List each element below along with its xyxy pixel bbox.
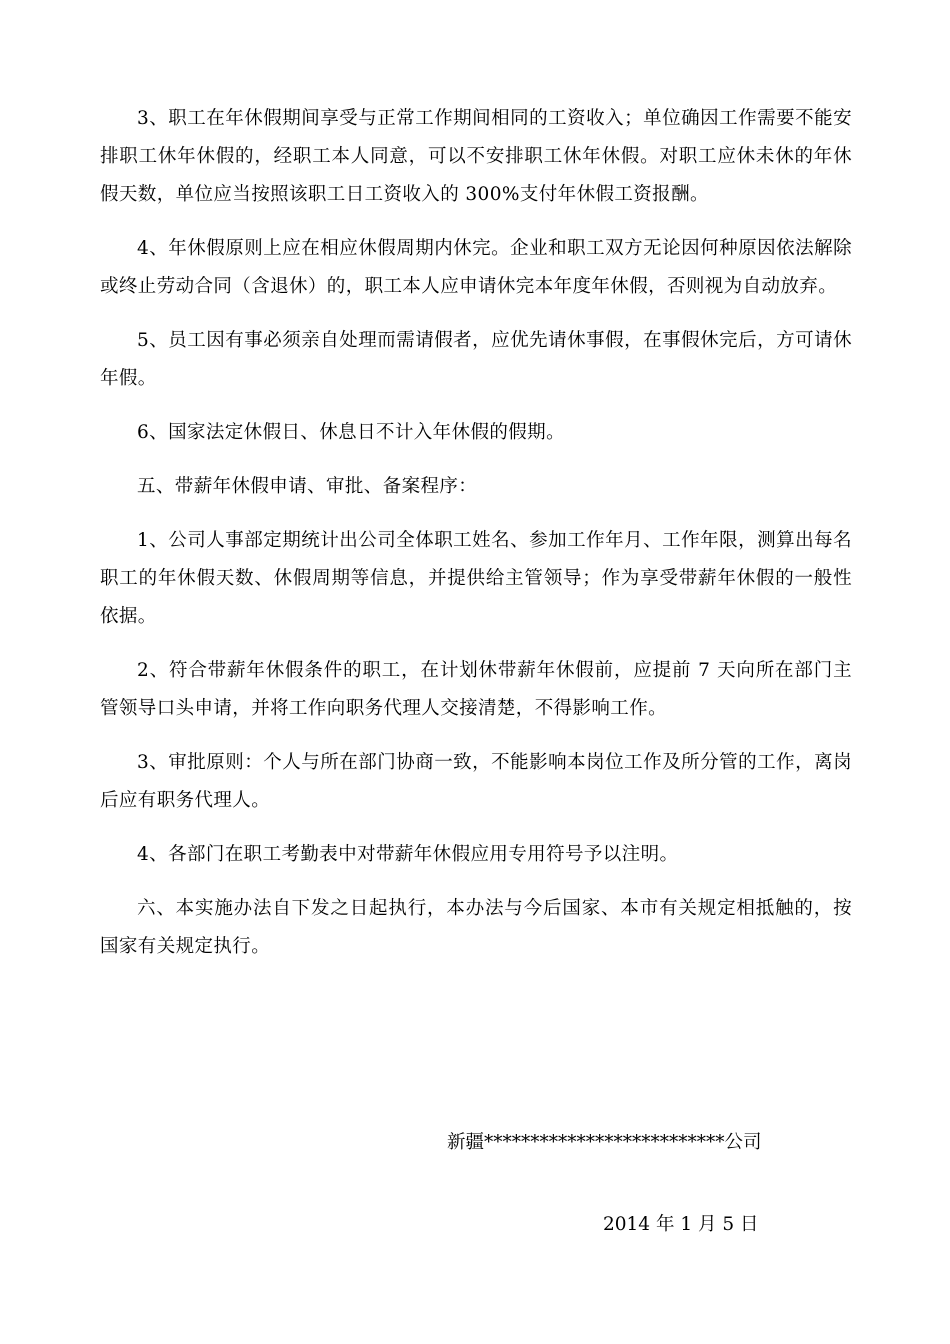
- company-signature: 新疆**************************公司: [447, 1132, 762, 1153]
- document-body: [100, 100, 852, 982]
- paragraph-holidays: 6、国家法定休假日、休息日不计入年休假的假期。: [137, 422, 565, 443]
- paragraph-personal-leave: 5、员工因有事必须亲自处理而需请假者，应优先请休事假，在事假休完后，方可请休年假。: [100, 330, 852, 389]
- section-heading-effective: 六、本实施办法自下发之日起执行，本办法与今后国家、本市有关规定相抵触的，按国家有关规定执行。: [100, 898, 852, 957]
- document-date: 2014 年 1 月 5 日: [603, 1214, 759, 1235]
- paragraph-leave-salary: 3、职工在年休假期间享受与正常工作期间相同的工资收入；单位确因工作需要不能安排职工休年休假的，经职工本人同意，可以不安排职工休年休假。对职工应休未休的年休假天数，单位应当按照该职工日工资收入的 300%支付年休假工资报酬。: [100, 108, 852, 205]
- paragraph-hr-statistics: 1、公司人事部定期统计出公司全体职工姓名、参加工作年月、工作年限，测算出每名职工的年休假天数、休假周期等信息，并提供给主管领导；作为享受带薪年休假的一般性依据。: [100, 530, 852, 627]
- paragraph-application: 2、符合带薪年休假条件的职工，在计划休带薪年休假前，应提前 7 天向所在部门主管领导口头申请，并将工作向职务代理人交接清楚，不得影响工作。: [100, 660, 852, 719]
- paragraph-attendance-mark: 4、各部门在职工考勤表中对带薪年休假应用专用符号予以注明。: [137, 844, 679, 865]
- paragraph-approval: 3、审批原则：个人与所在部门协商一致，不能影响本岗位工作及所分管的工作，离岗后应有职务代理人。: [100, 752, 852, 811]
- paragraph-leave-period: 4、年休假原则上应在相应休假周期内休完。企业和职工双方无论因何种原因依法解除或终止劳动合同（含退休）的，职工本人应申请休完本年度年休假，否则视为自动放弃。: [100, 238, 852, 297]
- section-heading-procedure: 五、带薪年休假申请、审批、备案程序：: [137, 476, 478, 497]
